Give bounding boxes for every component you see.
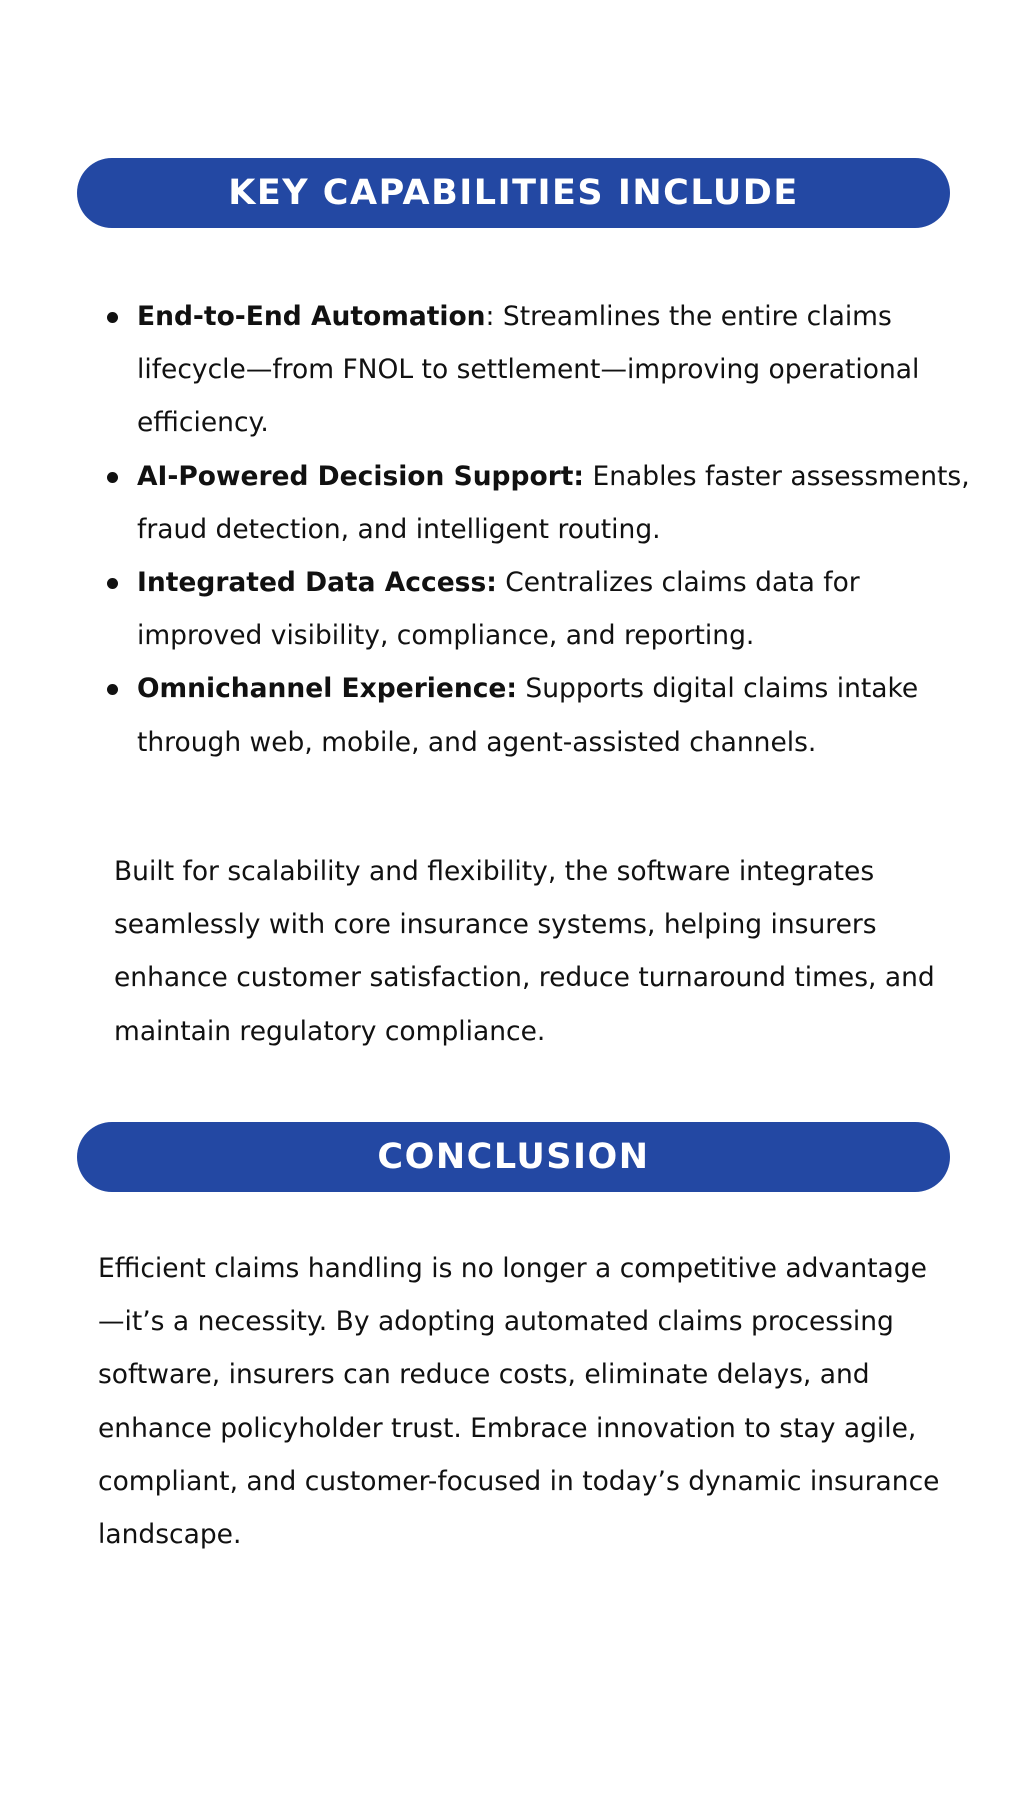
capability-item-omnichannel bbox=[104, 662, 984, 768]
bullet-dot-icon bbox=[107, 578, 118, 589]
scalability-paragraph: Built for scalability and flexibility, the software integrates seamlessly with core insurance systems, helping insurers enhance customer satisfaction, reduce turnaround times, and maintain regulatory compliance. bbox=[114, 856, 935, 1047]
bullet-dot-icon bbox=[107, 312, 118, 323]
capability-text: Streamlines the entire claims lifecycle—from FNOL to settlement—improving operational efficiency. bbox=[137, 301, 920, 439]
capability-separator: : bbox=[485, 301, 495, 332]
conclusion-paragraph: Efficient claims handling is no longer a competitive advantage—it’s a necessity. By adopting automated claims processing software, insurers can reduce costs, eliminate delays, and enhance policyholder trust. Embrace innovation to stay agile, compliant, and customer-focused in today’s dynamic insurance landscape. bbox=[98, 1253, 940, 1551]
key-capabilities-heading: KEY CAPABILITIES INCLUDE bbox=[228, 173, 799, 213]
conclusion-banner bbox=[77, 1122, 950, 1192]
capabilities-list bbox=[104, 290, 984, 769]
conclusion-heading: CONCLUSION bbox=[377, 1137, 650, 1177]
capability-term: Omnichannel Experience: bbox=[137, 673, 517, 705]
capability-text: Centralizes claims data for improved visibility, compliance, and reporting. bbox=[137, 567, 860, 652]
capability-term: End-to-End Automation bbox=[137, 301, 486, 332]
capability-item-automation bbox=[104, 290, 984, 450]
capability-term: Integrated Data Access: bbox=[137, 567, 497, 599]
capability-item-data-access bbox=[104, 556, 984, 662]
bullet-dot-icon bbox=[107, 684, 118, 695]
capability-term: AI-Powered Decision Support: bbox=[137, 460, 585, 492]
key-capabilities-banner bbox=[77, 158, 950, 228]
capability-item-decision-support bbox=[104, 450, 984, 556]
capability-text: Supports digital claims intake through web, mobile, and agent-assisted channels. bbox=[137, 673, 919, 758]
capability-text: Enables faster assessments, fraud detection, and intelligent routing. bbox=[137, 460, 970, 545]
bullet-dot-icon bbox=[107, 472, 118, 483]
